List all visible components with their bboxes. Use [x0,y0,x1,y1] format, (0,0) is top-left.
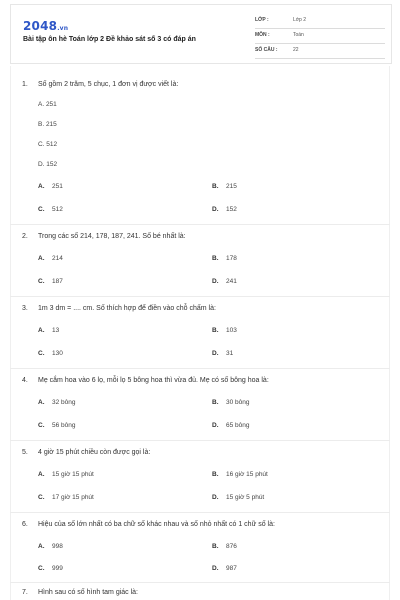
answer-option-b[interactable] [212,327,237,334]
option-letter: D. [212,422,219,429]
option-value: 987 [226,565,237,572]
option-value: 876 [226,543,237,550]
answer-option-d[interactable] [212,206,237,213]
answer-option-a[interactable] [38,399,76,406]
option-letter: C. [38,206,45,213]
answer-option-d[interactable] [212,422,250,429]
option-value: 178 [226,255,237,262]
question-4 [22,377,269,384]
option-value: 251 [52,183,63,190]
question-text: Mẹ cắm hoa vào 6 lọ, mỗi lọ 5 bông hoa thì vừa đủ. Mẹ có số bông hoa là: [38,377,269,384]
option-letter: C. [38,278,45,285]
answer-option-a[interactable] [38,327,59,334]
question-2 [22,233,186,240]
answer-option-c[interactable] [38,278,63,285]
answer-option-a[interactable] [38,183,63,190]
question-text: Số gồm 2 trăm, 5 chục, 1 đơn vị được viết là: [38,81,179,88]
question-number: 4. [22,377,28,384]
answer-option-d[interactable] [212,565,237,572]
option-letter: A. [38,471,45,478]
listed-option: D. 152 [38,161,58,168]
question-6 [22,521,275,528]
question-number: 1. [22,81,28,88]
option-letter: D. [212,278,219,285]
question-number: 5. [22,449,28,456]
option-value: 56 bông [52,422,76,429]
question-text: Hình sau có số hình tam giác là: [38,589,138,596]
option-value: 512 [52,206,63,213]
meta-label: LỚP : [255,17,269,23]
divider [10,512,390,513]
option-letter: B. [212,327,219,334]
answer-option-c[interactable] [38,422,76,429]
meta-value: Toán [293,32,304,38]
option-value: 65 bông [226,422,250,429]
listed-option: C. 512 [38,141,58,148]
question-7 [22,589,138,596]
divider [10,368,390,369]
answer-option-c[interactable] [38,565,63,572]
answer-option-c[interactable] [38,494,94,501]
option-value: 13 [52,327,60,334]
option-letter: A. [38,543,45,550]
option-letter: B. [212,471,219,478]
option-letter: C. [38,565,45,572]
option-letter: B. [212,183,219,190]
option-value: 32 bông [52,399,76,406]
divider [10,440,390,441]
option-letter: B. [212,399,219,406]
option-value: 15 giờ 5 phút [226,494,265,501]
listed-option: B. 215 [38,121,57,128]
question-text: 1m 3 dm = .... cm. Số thích hợp để điền vào chỗ chấm là: [38,305,216,312]
answer-option-b[interactable] [212,543,237,550]
question-5 [22,449,150,456]
answer-option-b[interactable] [212,183,237,190]
logo-main: 2048 [23,19,58,33]
option-value: 15 giờ 15 phút [52,471,94,478]
answer-option-b[interactable] [212,471,268,478]
option-value: 17 giờ 15 phút [52,494,94,501]
option-letter: D. [212,565,219,572]
answer-option-d[interactable] [212,278,237,285]
divider [10,224,390,225]
answer-option-c[interactable] [38,350,63,357]
question-text: Hiệu của số lớn nhất có ba chữ số khác nhau và số nhỏ nhất có 1 chữ số là: [38,521,275,528]
option-value: 214 [52,255,63,262]
option-letter: C. [38,494,45,501]
option-value: 999 [52,565,63,572]
option-letter: A. [38,255,45,262]
answer-option-a[interactable] [38,255,63,262]
meta-label: SỐ CÂU : [255,47,278,53]
question-number: 3. [22,305,28,312]
option-letter: B. [212,543,219,550]
option-value: 130 [52,350,63,357]
option-value: 187 [52,278,63,285]
answer-option-b[interactable] [212,399,250,406]
answer-option-a[interactable] [38,543,63,550]
logo-suffix: .vn [57,25,69,32]
divider [10,582,390,583]
option-value: 16 giờ 15 phút [226,471,268,478]
option-letter: C. [38,350,45,357]
answer-option-c[interactable] [38,206,63,213]
meta-value: Lớp 2 [293,17,307,23]
option-value: 215 [226,183,237,190]
answer-option-d[interactable] [212,494,264,501]
option-letter: D. [212,350,219,357]
option-letter: A. [38,183,45,190]
option-letter: A. [38,399,45,406]
answer-option-d[interactable] [212,350,233,357]
question-1 [22,81,178,88]
question-number: 7. [22,589,28,596]
meta-label: MÔN : [255,32,270,38]
listed-option: A. 251 [38,101,57,108]
option-value: 30 bông [226,399,250,406]
option-letter: D. [212,494,219,501]
option-value: 31 [226,350,234,357]
divider [10,296,390,297]
question-number: 2. [22,233,28,240]
option-value: 152 [226,206,237,213]
question-3 [22,305,216,312]
option-value: 998 [52,543,63,550]
option-letter: C. [38,422,45,429]
option-letter: A. [38,327,45,334]
answer-option-b[interactable] [212,255,237,262]
answer-option-a[interactable] [38,471,94,478]
option-value: 103 [226,327,237,334]
question-text: 4 giờ 15 phút chiều còn được gọi là: [38,449,151,456]
meta-value: 22 [293,47,299,53]
option-letter: D. [212,206,219,213]
page-title: Bài tập ôn hè Toán lớp 2 Đề khảo sát số 3 có đáp án [23,36,196,43]
option-value: 241 [226,278,237,285]
question-text: Trong các số 214, 178, 187, 241. Số bé nhất là: [38,233,186,240]
option-letter: B. [212,255,219,262]
question-number: 6. [22,521,28,528]
